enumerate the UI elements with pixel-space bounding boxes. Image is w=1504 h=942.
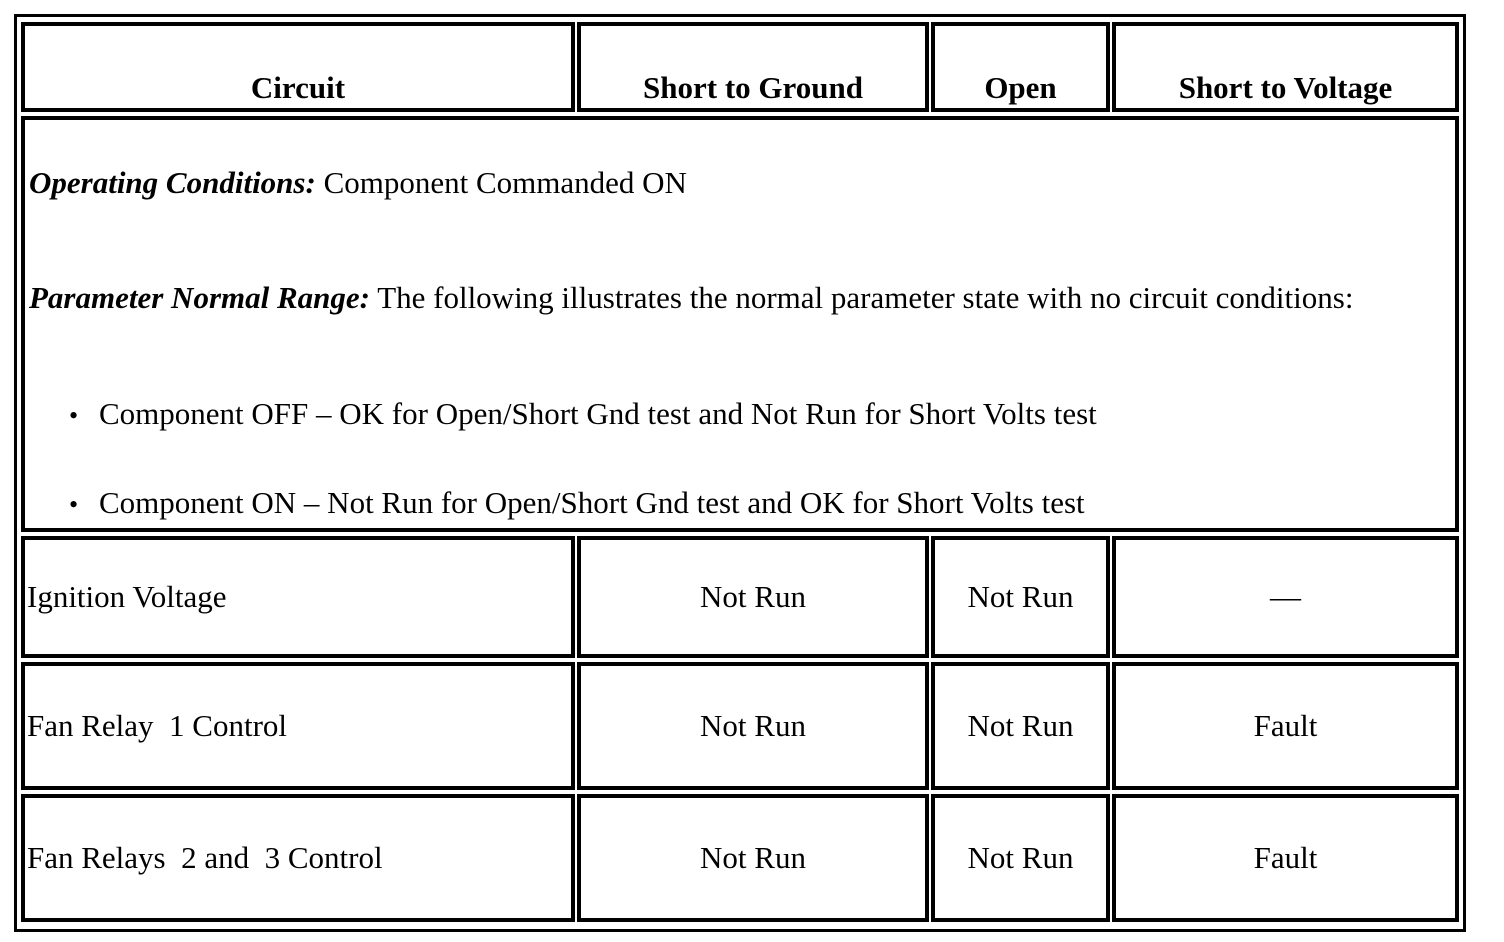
header-open xyxy=(931,22,1110,112)
result-value: Not Run xyxy=(700,840,806,875)
list-item-text: Component ON – Not Run for Open/Short Gnd test and OK for Short Volts test xyxy=(99,485,1085,520)
result-value: Not Run xyxy=(967,579,1074,614)
result-value: Not Run xyxy=(700,708,806,743)
circuit-name: Ignition Voltage xyxy=(27,579,227,614)
table-row-1-short-to-ground xyxy=(577,536,929,658)
table-row-1-short-to-voltage xyxy=(1112,536,1459,658)
header-circuit-label: Circuit xyxy=(250,70,346,105)
table-row-1-circuit xyxy=(21,536,575,658)
circuit-name: Fan Relay 1 Control xyxy=(27,708,288,743)
header-short-to-voltage-label: Short to Voltage xyxy=(1178,70,1393,105)
parameter-normal-range-label: Parameter Normal Range: xyxy=(29,280,370,315)
result-value: Fault xyxy=(1253,840,1318,875)
table-row-2-short-to-ground xyxy=(577,662,929,790)
table-row-1-open xyxy=(931,536,1110,658)
header-short-to-ground-label: Short to Ground xyxy=(643,70,863,105)
header-open-label: Open xyxy=(984,70,1057,105)
operating-conditions-cell xyxy=(21,116,1459,532)
table-row-3-short-to-voltage xyxy=(1112,794,1459,922)
bullet-icon: • xyxy=(69,490,79,519)
table-row-3-short-to-ground xyxy=(577,794,929,922)
header-short-to-ground xyxy=(577,22,929,112)
result-value: Not Run xyxy=(700,579,806,614)
result-value: — xyxy=(1270,579,1301,614)
result-value: Fault xyxy=(1253,708,1318,743)
operating-conditions-label: Operating Conditions: xyxy=(29,165,316,200)
list-item xyxy=(69,395,1097,435)
operating-conditions-text: Component Commanded ON xyxy=(315,165,687,200)
list-item-text: Component OFF – OK for Open/Short Gnd test and Not Run for Short Volts test xyxy=(99,396,1097,431)
result-value: Not Run xyxy=(967,708,1074,743)
header-circuit xyxy=(21,22,575,112)
table-row-3-circuit xyxy=(21,794,575,922)
table-row-2-short-to-voltage xyxy=(1112,662,1459,790)
table-row-3-open xyxy=(931,794,1110,922)
result-value: Not Run xyxy=(967,840,1074,875)
table-row-2-circuit xyxy=(21,662,575,790)
table-row-2-open xyxy=(931,662,1110,790)
bullet-icon: • xyxy=(69,401,79,430)
operating-conditions xyxy=(29,164,1415,202)
circuit-name: Fan Relays 2 and 3 Control xyxy=(27,840,383,875)
list-item xyxy=(69,484,1085,524)
parameter-normal-range-text: The following illustrates the normal parameter state with no circuit conditions: xyxy=(370,280,1354,315)
header-short-to-voltage xyxy=(1112,22,1459,112)
parameter-normal-range xyxy=(29,279,1415,317)
